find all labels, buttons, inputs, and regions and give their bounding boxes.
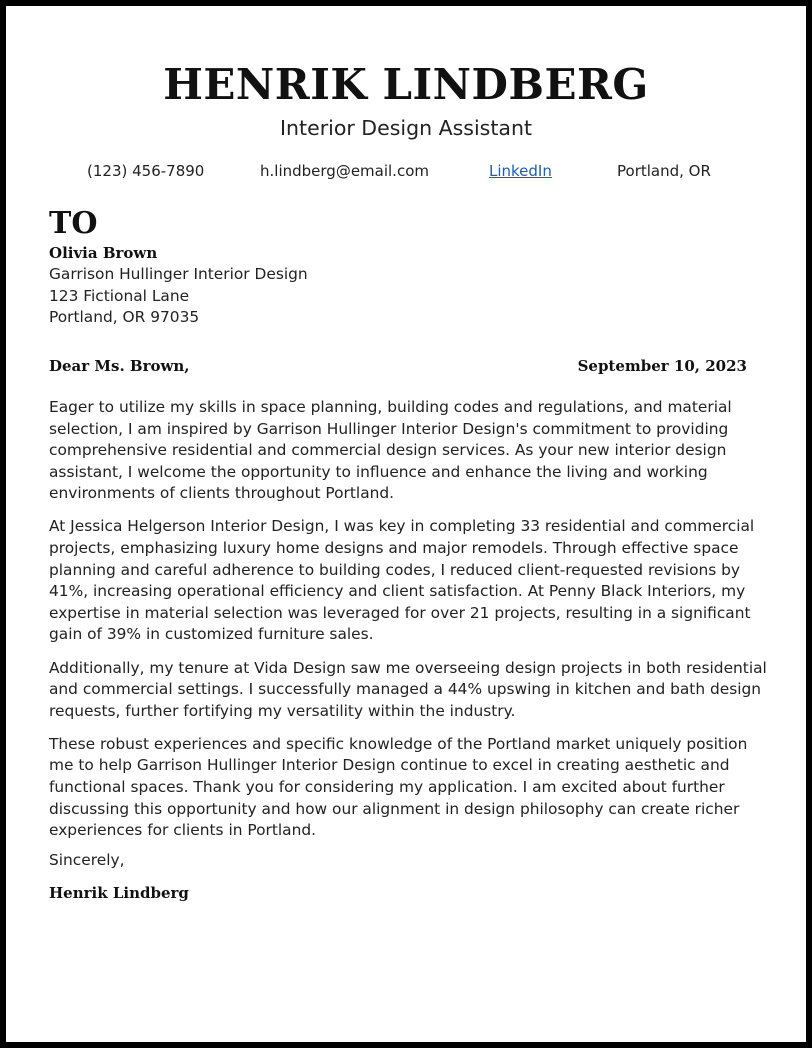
- paragraph-3: Additionally, my tenure at Vida Design saw me overseeing design projects in both residential and commercial settings. I successfully managed a 44% upswing in kitchen and bath design requests, further fortifying my versatility within the industry.: [49, 658, 767, 720]
- letter-body: [49, 397, 769, 853]
- paragraph-4: These robust experiences and specific knowledge of the Portland market uniquely position me to help Garrison Hullinger Interior Design continue to excel in creating aesthetic and functional spaces. Thank you for considering my application. I am excited about further discussing this opportunity and how our alignment in design philosophy can create richer experiences for clients in Portland.: [49, 734, 748, 840]
- recipient-company: Garrison Hullinger Interior Design: [49, 265, 308, 283]
- recipient-name: Olivia Brown: [49, 244, 158, 262]
- signature: Henrik Lindberg: [49, 884, 189, 902]
- letter-date: September 10, 2023: [577, 357, 747, 375]
- recipient-heading: TO: [49, 206, 98, 241]
- recipient-street: 123 Fictional Lane: [49, 287, 190, 305]
- recipient-city: Portland, OR 97035: [49, 308, 200, 326]
- contact-phone: (123) 456-7890: [87, 162, 205, 180]
- contact-location: Portland, OR: [617, 162, 711, 180]
- salutation: Dear Ms. Brown,: [49, 357, 190, 375]
- linkedin-link[interactable]: LinkedIn: [489, 162, 552, 180]
- closing: Sincerely,: [49, 851, 125, 869]
- applicant-name: HENRIK LINDBERG: [163, 60, 649, 109]
- paragraph-2: At Jessica Helgerson Interior Design, I was key in completing 33 residential and commercial projects, emphasizing luxury home designs and major remodels. Through effective space planning and careful adherence to building codes, I reduced client-requested revisions by 41%, increasing operational efficiency and client satisfaction. At Penny Black Interiors, my expertise in material selection was leveraged for over 21 projects, resulting in a significant gain of 39% in customized furniture sales.: [49, 517, 755, 644]
- job-title: Interior Design Assistant: [280, 116, 532, 140]
- contact-email: h.lindberg@email.com: [260, 162, 429, 180]
- paragraph-1: Eager to utilize my skills in space planning, building codes and regulations, and material selection, I am inspired by Garrison Hullinger Interior Design's commitment to providing comprehensive residential and commercial design services. As your new interior design assistant, I welcome the opportunity to influence and enhance the living and working environments of clients throughout Portland.: [49, 398, 732, 503]
